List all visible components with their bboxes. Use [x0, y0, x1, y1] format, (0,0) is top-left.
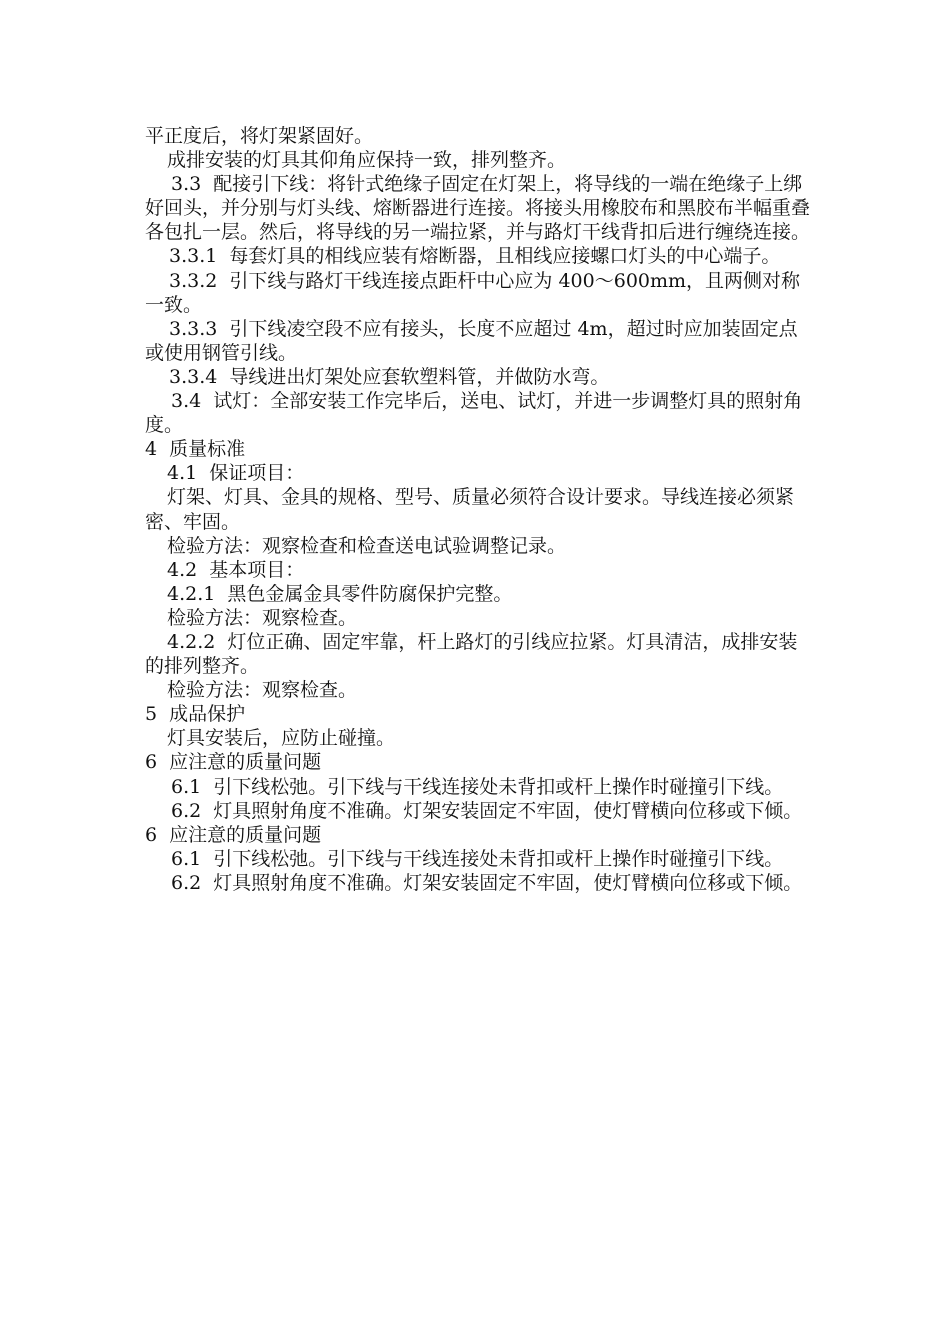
- section-heading: 5 成品保护: [145, 703, 246, 726]
- paragraph: 灯架、灯具、金具的规格、型号、质量必须符合设计要求。导线连接必须紧密、牢固。: [145, 486, 795, 533]
- document-body: [145, 124, 810, 895]
- paragraph: 4.2 基本项目：: [167, 558, 305, 581]
- paragraph: 3.3.1 每套灯具的相线应装有熔断器，且相线应接螺口灯头的中心端子。: [169, 245, 781, 268]
- paragraph: 3.3.2 引下线与路灯干线连接点距杆中心应为 400～600mm，且两侧对称一致。: [145, 269, 801, 316]
- section-heading: 6 应注意的质量问题: [145, 823, 322, 846]
- paragraph: 6.2 灯具照射角度不准确。灯架安装固定不牢固，使灯臂横向位移或下倾。: [171, 799, 803, 822]
- paragraph: 3.4 试灯：全部安装工作完毕后，送电、试灯，并进一步调整灯具的照射角度。: [145, 390, 803, 437]
- paragraph: 6.1 引下线松弛。引下线与干线连接处未背扣或杆上操作时碰撞引下线。: [171, 775, 784, 798]
- paragraph: 6.1 引下线松弛。引下线与干线连接处未背扣或杆上操作时碰撞引下线。: [171, 847, 784, 870]
- paragraph: 3.3.4 导线进出灯架处应套软塑料管，并做防水弯。: [169, 365, 610, 388]
- section-heading: 6 应注意的质量问题: [145, 751, 322, 774]
- paragraph: 3.3 配接引下线：将针式绝缘子固定在灯架上，将导线的一端在绝缘子上绑好回头，并分别与灯头线、熔断器进行连接。将接头用橡胶布和黑胶布半幅重叠各包扎一层。然后，将导线的另一端拉紧，并与路灯干线背扣后进行缠绕连接。: [145, 173, 811, 244]
- paragraph: 平正度后，将灯架紧固好。: [145, 125, 374, 147]
- paragraph: 检验方法：观察检查和检查送电试验调整记录。: [167, 534, 567, 557]
- paragraph: 检验方法：观察检查。: [167, 606, 358, 629]
- paragraph: 灯具安装后，应防止碰撞。: [167, 727, 396, 750]
- paragraph: 检验方法：观察检查。: [167, 679, 358, 702]
- paragraph: 3.3.3 引下线凌空段不应有接头，长度不应超过 4m，超过时应加装固定点或使用钢管引线。: [145, 317, 798, 364]
- paragraph: 6.2 灯具照射角度不准确。灯架安装固定不牢固，使灯臂横向位移或下倾。: [171, 871, 803, 894]
- paragraph: 成排安装的灯具其仰角应保持一致，排列整齐。: [167, 149, 567, 172]
- paragraph: 4.2.2 灯位正确、固定牢靠，杆上路灯的引线应拉紧。灯具清洁，成排安装的排列整齐。: [145, 630, 798, 678]
- section-heading: 4 质量标准: [145, 438, 246, 461]
- paragraph: 4.1 保证项目：: [167, 462, 305, 485]
- paragraph: 4.2.1 黑色金属金具零件防腐保护完整。: [167, 582, 513, 605]
